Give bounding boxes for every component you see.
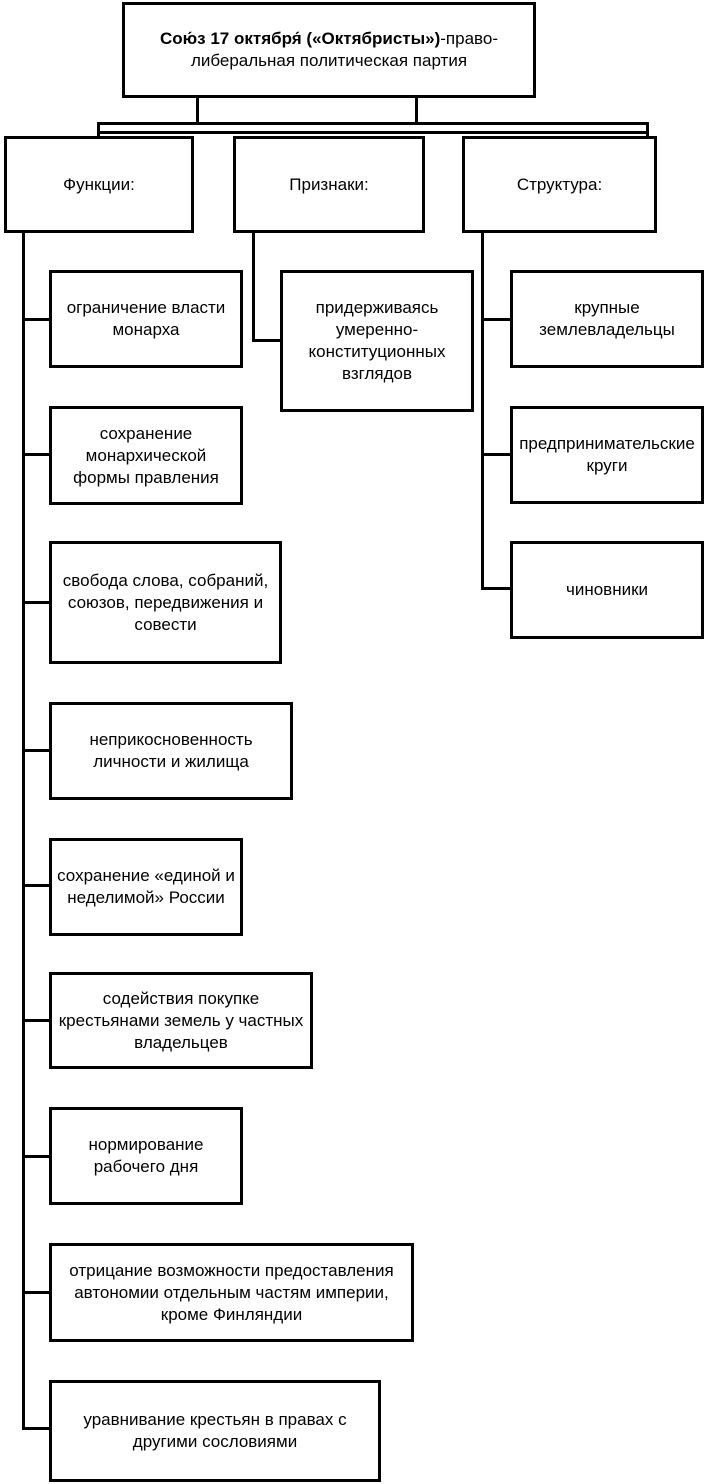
category-functions [4, 136, 194, 233]
connector-root-down-left [196, 97, 199, 123]
category-structure-label: Структура: [516, 174, 603, 194]
functions-branch-9 [22, 1427, 52, 1430]
feature-item-1 [280, 270, 474, 412]
function-item-7-text: нормирование рабочего дня [88, 1135, 204, 1176]
structure-spine [481, 232, 484, 590]
connector-bar-left-end [97, 122, 100, 136]
structure-item-2-text: предпринимательские круги [519, 434, 695, 475]
function-item-3-text: свобода слова, собраний, союзов, передвижения и совести [62, 570, 269, 634]
features-branch-1 [252, 339, 283, 342]
structure-item-1-text: крупные землевладельцы [539, 298, 675, 339]
function-item-9-text: уравнивание крестьян в правах с другими сословиями [83, 1410, 347, 1451]
structure-branch-3 [481, 587, 513, 590]
root-title-rest: -право- [440, 29, 498, 48]
functions-spine [22, 232, 25, 1428]
root-title-line2: либеральная политическая партия [190, 51, 468, 70]
root-title-line1 [160, 28, 498, 50]
function-item-1 [49, 270, 243, 368]
function-item-7 [49, 1107, 243, 1205]
functions-branch-8 [22, 1291, 52, 1294]
category-structure [462, 136, 657, 233]
root-box [122, 2, 536, 98]
functions-branch-6 [22, 1019, 52, 1022]
features-spine [252, 232, 255, 342]
structure-item-2 [510, 406, 704, 504]
function-item-4 [49, 702, 293, 800]
function-item-2-text: сохранение монархической формы правления [73, 423, 219, 487]
category-features-label: Признаки: [289, 174, 369, 194]
function-item-6 [49, 972, 313, 1069]
functions-branch-1 [22, 318, 52, 321]
structure-item-3 [510, 541, 704, 639]
root-title-bold: Сою́з 17 октября́ («Октябристы») [159, 29, 441, 48]
category-features [233, 136, 425, 233]
function-item-6-text: содействия покупке крестьянами земель у частных владельцев [58, 988, 304, 1052]
functions-branch-2 [22, 453, 52, 456]
structure-item-1 [510, 270, 704, 368]
connector-bar-right-end [646, 122, 649, 136]
function-item-1-text: ограничение власти монарха [66, 298, 226, 339]
structure-branch-2 [481, 453, 513, 456]
function-item-2 [49, 406, 243, 505]
function-item-4-text: неприкосновенность личности и жилища [89, 730, 253, 771]
function-item-5-text: сохранение «единой и неделимой» России [57, 866, 235, 907]
function-item-3 [49, 541, 282, 664]
connector-root-down-right [415, 97, 418, 123]
functions-branch-7 [22, 1155, 52, 1158]
category-functions-label: Функции: [63, 174, 135, 194]
function-item-5 [49, 838, 243, 936]
structure-item-3-text: чиновники [565, 580, 649, 599]
functions-branch-5 [22, 884, 52, 887]
feature-item-1-text: придерживаясь умеренно-конституционных взглядов [308, 298, 446, 383]
structure-branch-1 [481, 318, 513, 321]
function-item-9 [49, 1380, 381, 1482]
function-item-8-text: отрицание возможности предоставления автономии отдельным частям империи, кроме Финляндии [69, 1260, 394, 1324]
connector-top-bar [97, 122, 649, 125]
connector-bottom-bar [97, 131, 649, 134]
functions-branch-4 [22, 749, 52, 752]
function-item-8 [49, 1243, 414, 1342]
functions-branch-3 [22, 601, 52, 604]
